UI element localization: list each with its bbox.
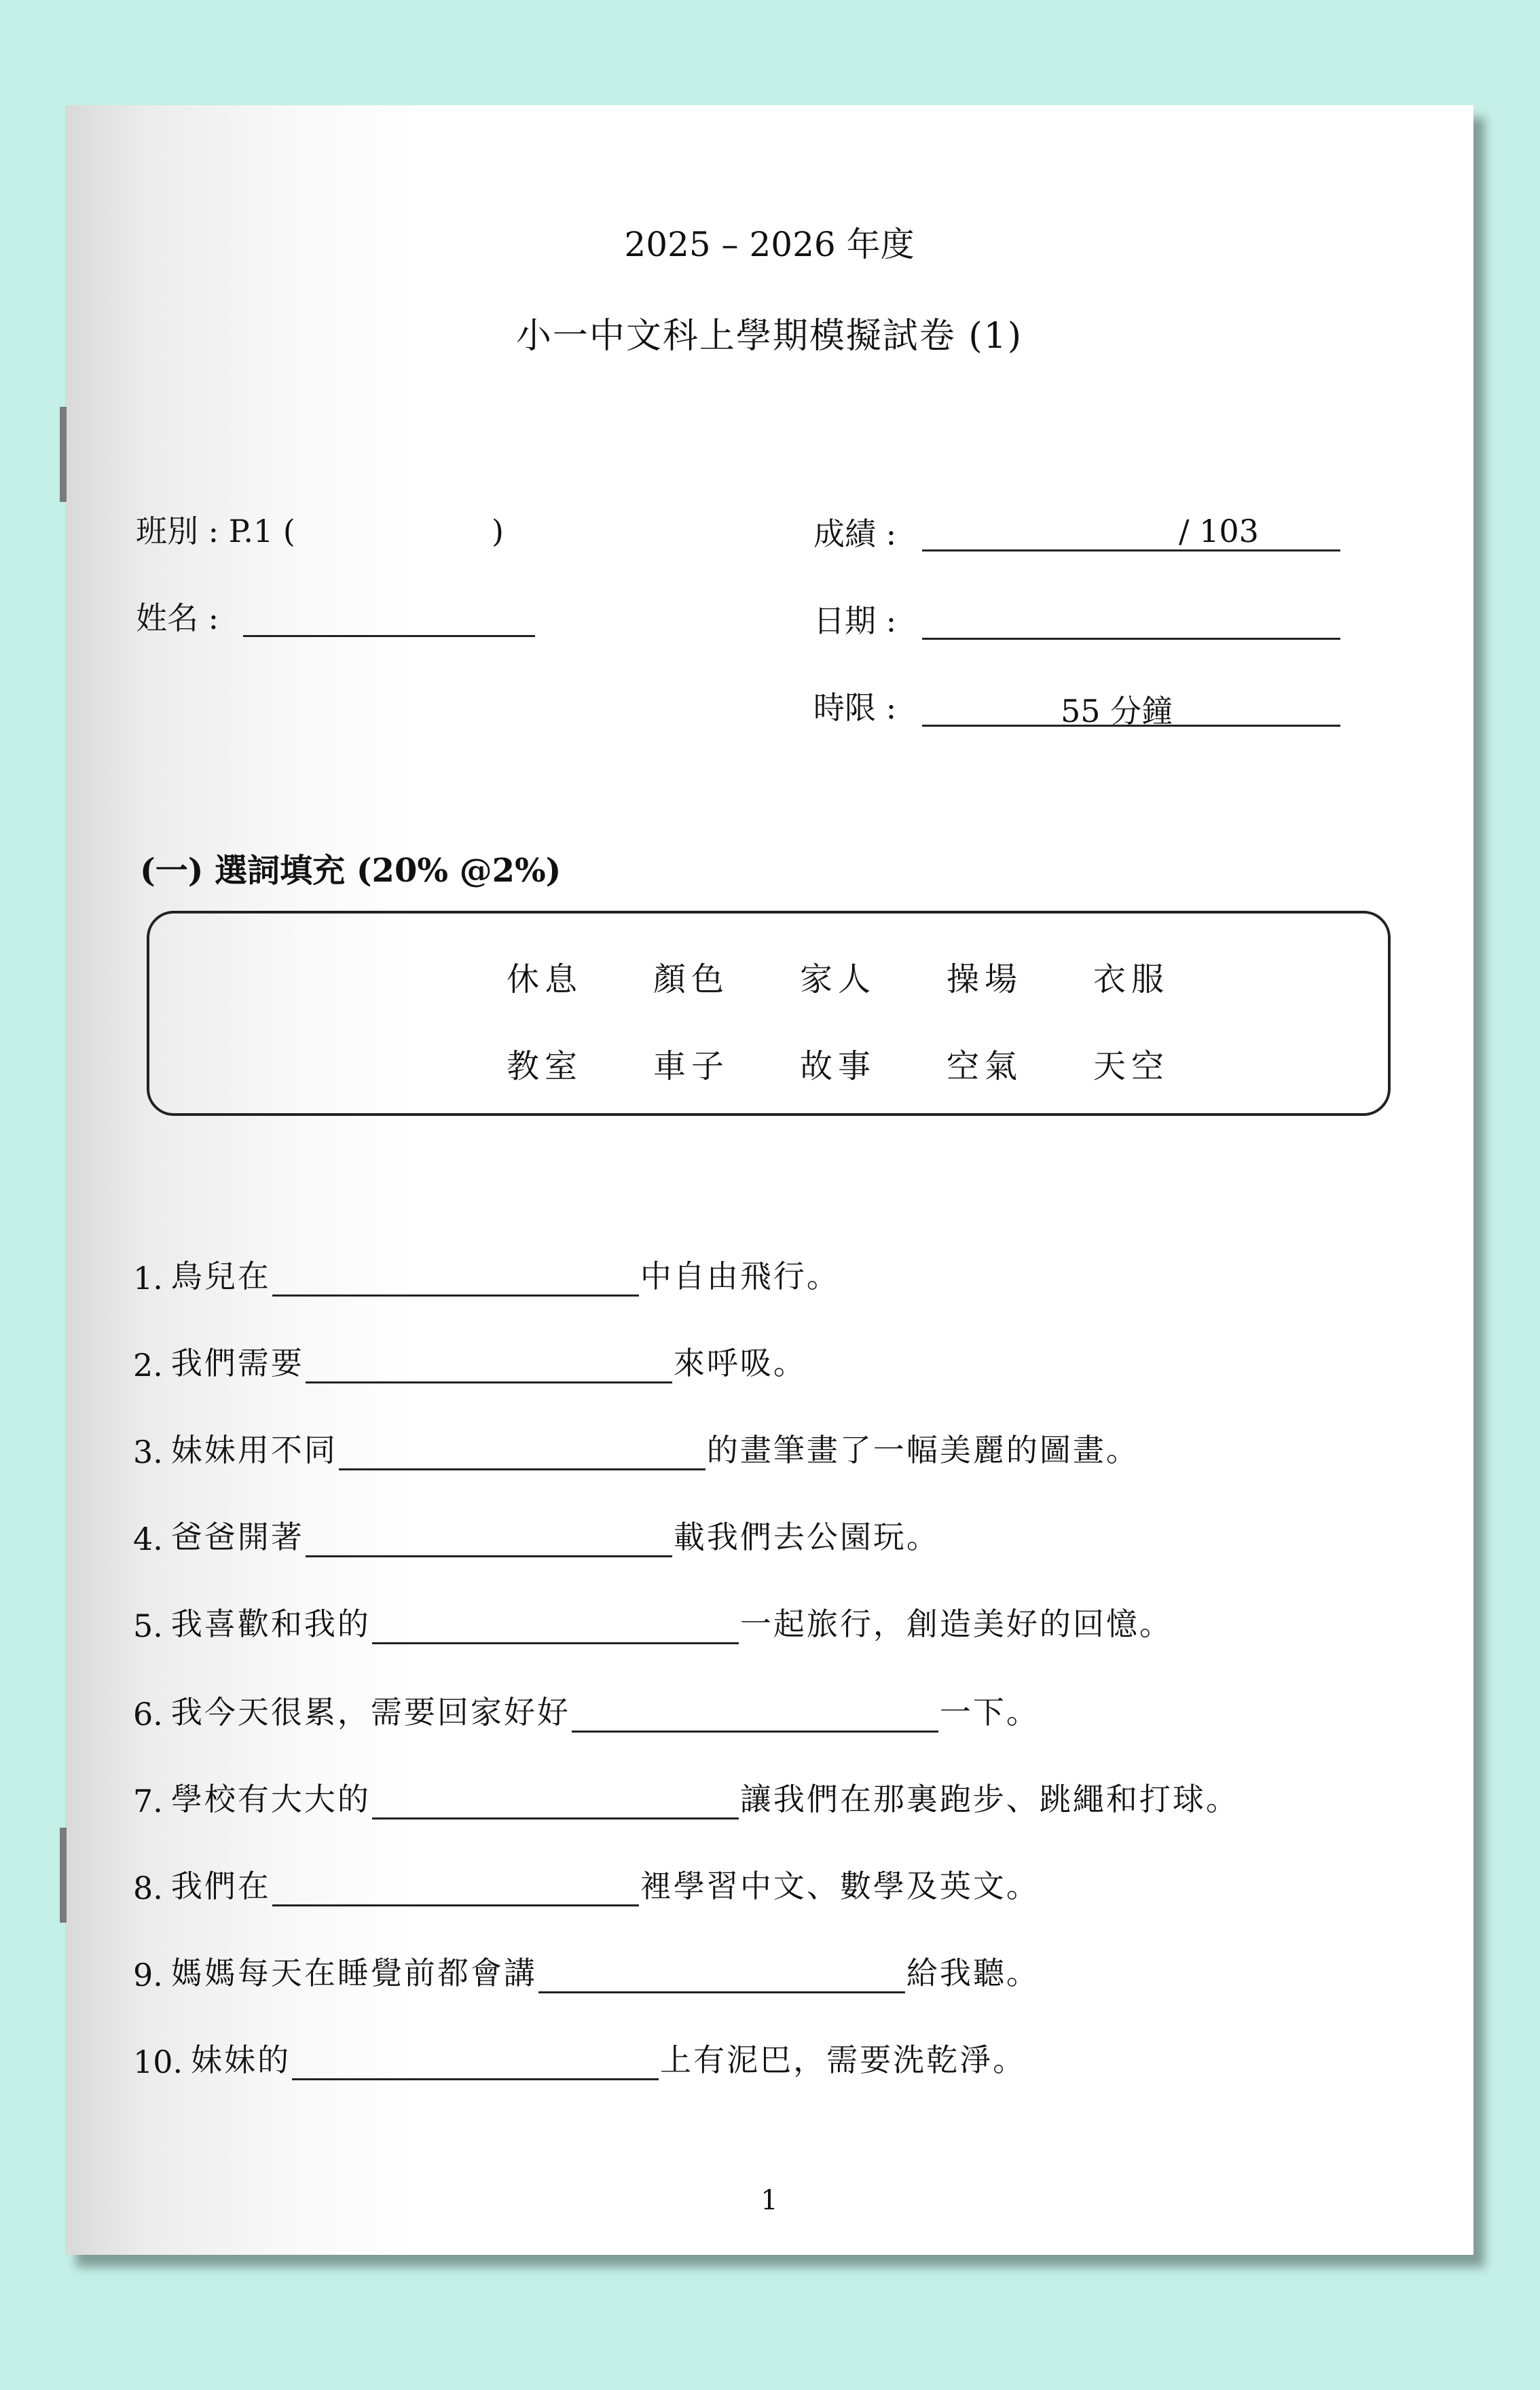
question-number: 4.: [133, 1521, 163, 1557]
question-3: [133, 1426, 1139, 1470]
question-text-before: 爸爸開著: [170, 1519, 304, 1555]
section-title: (一) 選詞填充 (20% @2%): [140, 852, 562, 890]
total-score: / 103: [1179, 513, 1259, 549]
question-number: 8.: [133, 1870, 163, 1906]
class-label: 班別 : P.1 (: [136, 513, 295, 549]
date-line[interactable]: [922, 638, 1340, 640]
word-bank-item: 家人: [800, 960, 877, 998]
question-6: [133, 1688, 1040, 1733]
question-number: 9.: [133, 1957, 163, 1993]
word-bank-item: 顏色: [653, 960, 730, 998]
score-label: 成績 :: [813, 515, 897, 552]
question-text-before: 我們需要: [170, 1345, 304, 1381]
question-text-after: 上有泥巴，需要洗乾淨。: [660, 2042, 1027, 2078]
question-1: [133, 1252, 840, 1297]
question-text-after: 給我聽。: [906, 1955, 1040, 1991]
word-bank: [147, 911, 1391, 1116]
question-text-before: 媽媽每天在睡覺前都會講: [170, 1955, 537, 1991]
question-9: [133, 1949, 1040, 1993]
question-text-before: 我們在: [170, 1868, 271, 1904]
question-text-after: 中自由飛行。: [640, 1258, 840, 1294]
question-text-after: 裡學習中文、數學及英文。: [640, 1868, 1040, 1904]
answer-blank[interactable]: [292, 2048, 659, 2080]
question-text-after: 一下。: [939, 1694, 1040, 1731]
school-year: 2025 – 2026 年度: [624, 225, 915, 264]
exam-page: [65, 105, 1473, 2255]
time-limit-label: 時限 :: [813, 689, 897, 726]
word-bank-item: 衣服: [1093, 960, 1170, 998]
question-7: [133, 1775, 1239, 1819]
question-text-before: 鳥兒在: [170, 1258, 271, 1294]
word-bank-item: 車子: [653, 1047, 730, 1085]
question-text-before: 妹妹的: [191, 2042, 291, 2078]
answer-blank[interactable]: [272, 1875, 639, 1906]
answer-blank[interactable]: [572, 1701, 938, 1733]
date-label: 日期 :: [813, 602, 897, 639]
answer-blank[interactable]: [306, 1525, 672, 1557]
question-4: [133, 1513, 940, 1557]
question-text-before: 我喜歡和我的: [170, 1606, 371, 1642]
question-8: [133, 1862, 1040, 1906]
name-line[interactable]: [243, 635, 535, 637]
question-number: 3.: [133, 1434, 163, 1470]
question-text-before: 妹妹用不同: [170, 1432, 337, 1468]
answer-blank[interactable]: [372, 1788, 739, 1819]
page-number: 1: [760, 2185, 778, 2216]
question-number: 6.: [133, 1696, 163, 1733]
class-close-paren: ): [492, 513, 504, 549]
word-bank-item: 教室: [507, 1047, 583, 1085]
answer-blank[interactable]: [272, 1265, 639, 1297]
question-10: [133, 2035, 1026, 2080]
question-text-before: 學校有大大的: [170, 1781, 371, 1817]
time-limit-value: 55 分鐘: [1061, 693, 1173, 729]
question-number: 10.: [133, 2044, 183, 2080]
question-number: 7.: [133, 1783, 163, 1819]
answer-blank[interactable]: [339, 1438, 705, 1470]
question-text-after: 讓我們在那裏跑步、跳繩和打球。: [739, 1781, 1239, 1817]
question-text-after: 載我們去公園玩。: [673, 1519, 940, 1555]
question-text-before: 我今天很累，需要回家好好: [170, 1694, 570, 1731]
word-bank-item: 天空: [1093, 1047, 1170, 1085]
answer-blank[interactable]: [372, 1612, 739, 1644]
binder-clip: [60, 1828, 67, 1923]
question-5: [133, 1599, 1173, 1644]
answer-blank[interactable]: [306, 1352, 672, 1383]
name-label: 姓名 :: [136, 600, 219, 636]
question-text-after: 的畫筆畫了一幅美麗的圖畫。: [706, 1432, 1139, 1468]
question-text-after: 來呼吸。: [673, 1345, 807, 1381]
question-text-after: 一起旅行，創造美好的回憶。: [739, 1606, 1173, 1642]
question-2: [133, 1339, 807, 1383]
exam-title: 小一中文科上學期模擬試卷 (1): [515, 316, 1023, 357]
word-bank-item: 休息: [507, 960, 583, 998]
word-bank-item: 操場: [947, 960, 1023, 998]
question-number: 5.: [133, 1608, 163, 1644]
word-bank-item: 空氣: [947, 1047, 1023, 1085]
answer-blank[interactable]: [538, 1961, 905, 1993]
question-number: 2.: [133, 1347, 163, 1383]
binder-clip: [60, 407, 67, 502]
question-number: 1.: [133, 1260, 163, 1297]
word-bank-item: 故事: [800, 1047, 877, 1085]
score-line[interactable]: [922, 549, 1340, 551]
